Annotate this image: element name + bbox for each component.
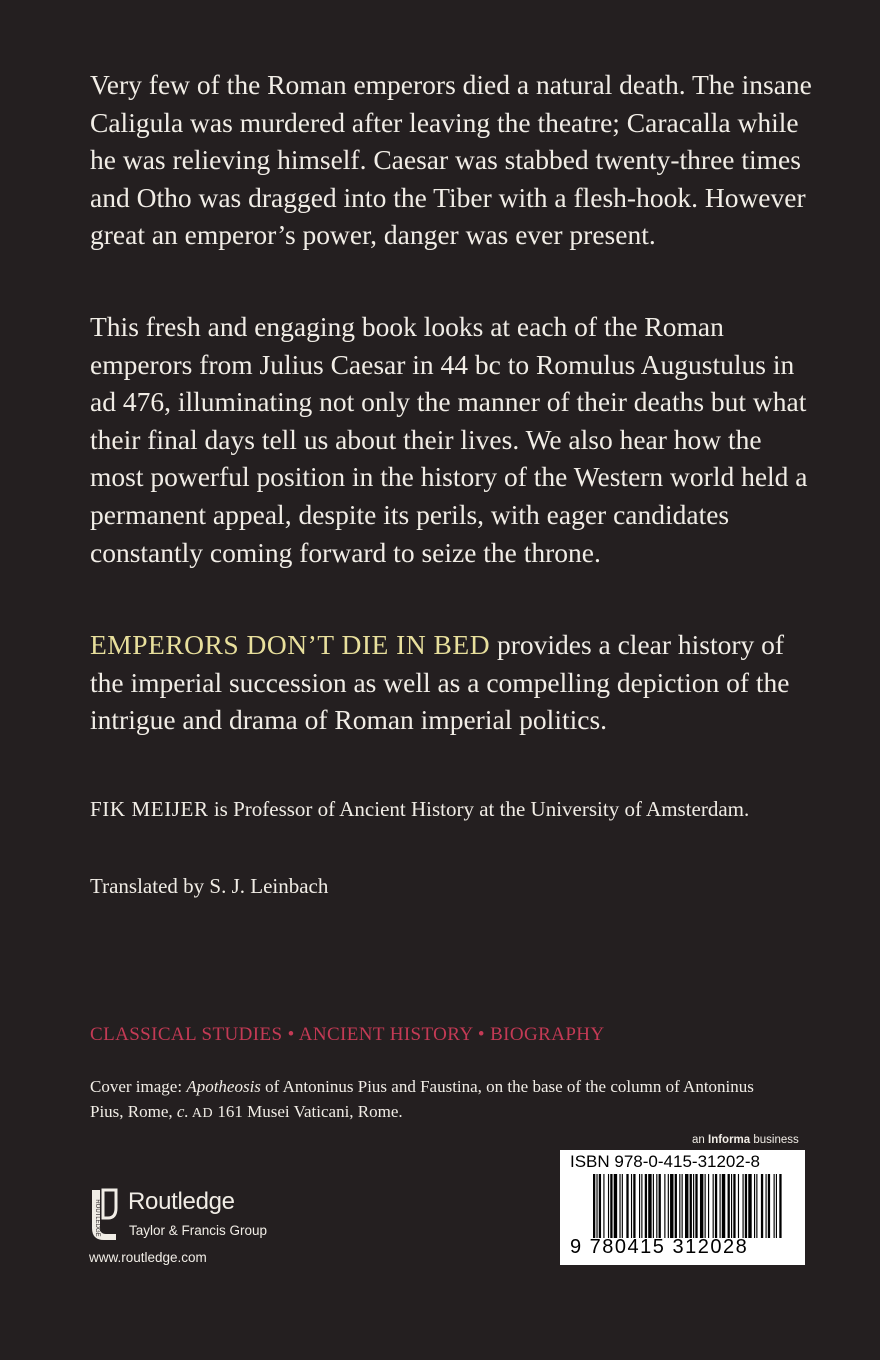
cover-credit-middle: of Antoninus Pius and Faustina, on the base of the column of Antoninus Pius, Rome, [90, 1077, 754, 1121]
barcode-bar [715, 1174, 717, 1238]
barcode-bar [593, 1174, 595, 1238]
barcode-bar [610, 1174, 612, 1238]
barcode-bar [705, 1174, 706, 1238]
barcode-bar [639, 1174, 640, 1238]
barcode-bar [675, 1174, 677, 1238]
barcode-bar [682, 1174, 683, 1238]
barcode-bar [648, 1174, 651, 1238]
barcode-bar [766, 1174, 767, 1238]
barcode-bar [720, 1174, 721, 1238]
barcode-bar [653, 1174, 654, 1238]
barcode-bar [633, 1174, 635, 1238]
barcode-bar [685, 1174, 688, 1238]
cover-credit-circa: c. [176, 1102, 189, 1121]
barcode-bar [738, 1174, 739, 1238]
informa-after: business [750, 1134, 799, 1146]
barcode-bar [713, 1174, 714, 1238]
barcode-bar [659, 1174, 661, 1238]
blurb-paragraph-1: Very few of the Roman emperors died a natural death. The insane Caligula was murdered after leaving the theatre; Caracalla while he was relieving himself. Caesar was stabbed twenty-three times and Otho was dragged into the Tiber with a flesh-hook. However great an emperor’s power, danger was ever present. [90, 69, 812, 251]
barcode-bar [768, 1174, 770, 1238]
barcode-bar [743, 1174, 744, 1238]
isbn-barcode [560, 1150, 805, 1265]
barcode-bar [745, 1174, 747, 1238]
barcode-bar [596, 1174, 597, 1238]
barcode-bar [670, 1174, 673, 1238]
barcode-bar [708, 1174, 709, 1238]
barcode-bar [733, 1174, 735, 1238]
cover-credit-suffix: 161 Musei Vaticani, Rome. [213, 1102, 403, 1121]
barcode-bar [656, 1174, 657, 1238]
barcode-bar [619, 1174, 620, 1238]
barcode-bar [776, 1174, 777, 1238]
barcode-bar [761, 1174, 763, 1238]
barcode-bar [756, 1174, 757, 1238]
barcode-bar [731, 1174, 732, 1238]
cover-credit-prefix: Cover image: [90, 1077, 187, 1096]
barcode-bar [774, 1174, 775, 1238]
barcode-bar [641, 1174, 642, 1238]
isbn-label: ISBN 978-0-415-31202-8 [570, 1152, 760, 1171]
author-bio-text: is Professor of Ancient History at the University of Amsterdam. [208, 797, 750, 821]
author-bio [90, 794, 790, 824]
barcode-bar [779, 1174, 781, 1238]
blurb-paragraph-2: This fresh and engaging book looks at each of the Roman emperors from Julius Caesar in 44 bc to Romulus Augustulus in ad 476, illuminating not only the manner of their deaths but what their final days tell us about their lives. We also hear how the most powerful position in the history of the Western world held a permanent appeal, despite its perils, with eager candidates constantly coming forward to seize the throne. [90, 311, 808, 568]
barcode-bar [631, 1174, 632, 1238]
barcode-bar [668, 1174, 669, 1238]
barcode-bar [603, 1174, 604, 1238]
barcode-bar [722, 1174, 725, 1238]
barcode-bar [626, 1174, 628, 1238]
logo-lettering: ROUTLEDGE [94, 1199, 100, 1237]
barcode-bar [700, 1174, 703, 1238]
book-title-caps: EMPERORS DON’T DIE IN BED [90, 629, 491, 660]
subject-categories: CLASSICAL STUDIES • ANCIENT HISTORY • BIOGRAPHY [90, 1024, 605, 1045]
publisher-name: Routledge [128, 1188, 235, 1215]
cover-image-credit [90, 1074, 790, 1126]
barcode-bar [679, 1174, 680, 1238]
barcode-bar [614, 1174, 617, 1238]
informa-before: an [692, 1134, 708, 1146]
cover-credit-era: AD [188, 1106, 214, 1121]
barcode-bar [608, 1174, 609, 1238]
blurb-paragraph-3-text: provides a clear history of the imperial succession as well as a compelling depiction of the intrigue and drama of Roman imperial politics. [90, 629, 790, 736]
cover-credit-work-title: Apotheosis [186, 1077, 261, 1096]
blurb-paragraph-3 [90, 626, 820, 739]
author-name: FIK MEIJER [90, 797, 209, 821]
barcode-digits: 9 780415 312028 [570, 1236, 749, 1258]
translator-credit: Translated by S. J. Leinbach [90, 874, 329, 898]
routledge-logo-icon [89, 1188, 119, 1242]
publisher-group: Taylor & Francis Group [129, 1223, 268, 1238]
barcode-bar [599, 1174, 601, 1238]
barcode-bar [748, 1174, 751, 1238]
barcode-bar [695, 1174, 697, 1238]
barcode-bar [622, 1174, 623, 1238]
publisher-website[interactable]: www.routledge.com [89, 1250, 207, 1265]
barcode-bar [728, 1174, 730, 1238]
informa-business-tag [692, 1134, 799, 1146]
barcode-bar [664, 1174, 665, 1238]
barcode-bar [645, 1174, 647, 1238]
barcode-bar [693, 1174, 694, 1238]
barcode-bar [690, 1174, 692, 1238]
informa-brand: Informa [708, 1134, 751, 1146]
barcode-bars [593, 1174, 783, 1238]
barcode-bar [754, 1174, 755, 1238]
